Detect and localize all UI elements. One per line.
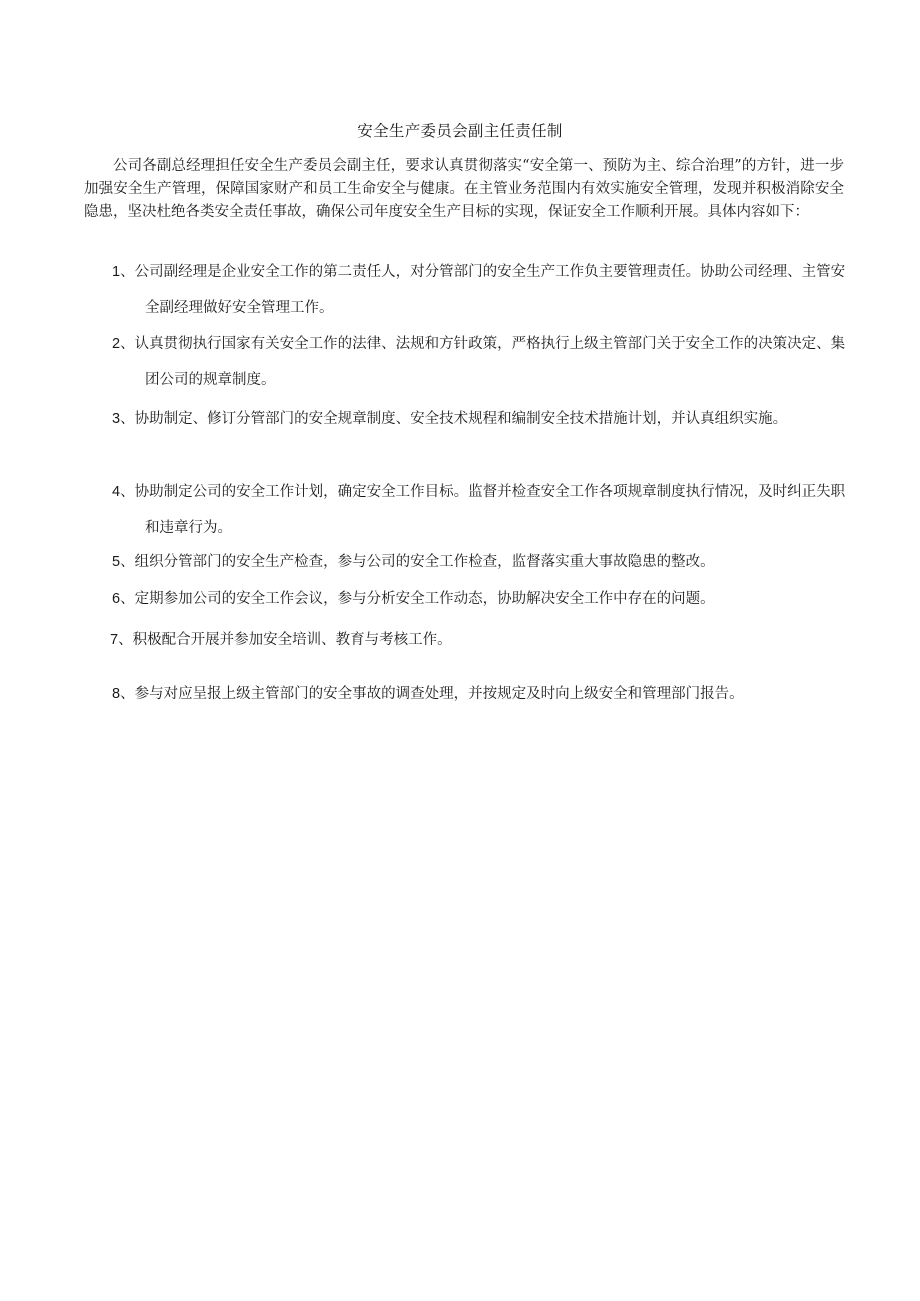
list-item-text: 协助制定、修订分管部门的安全规章制度、安全技术规程和编制安全技术措施计划，并认真组织实施。 — [134, 411, 788, 427]
list-item-4 — [112, 474, 854, 546]
list-item-3 — [112, 401, 854, 437]
list-item-text: 协助制定公司的安全工作计划，确定安全工作目标。监督并检查安全工作各项规章制度执行情况，及时纠正失职和违章行为。 — [134, 484, 846, 536]
list-item-7 — [110, 622, 852, 658]
list-item-number: 4、 — [112, 484, 135, 500]
list-item-text: 参与对应呈报上级主管部门的安全事故的调查处理，并按规定及时向上级安全和管理部门报告。 — [134, 686, 744, 702]
list-item-1 — [112, 254, 854, 326]
list-item-number: 8、 — [112, 686, 135, 702]
list-item-text: 定期参加公司的安全工作会议，参与分析安全工作动态，协助解决安全工作中存在的问题。 — [134, 591, 715, 607]
list-item-number: 3、 — [112, 411, 135, 427]
list-item-text: 积极配合开展并参加安全培训、教育与考核工作。 — [132, 632, 452, 648]
document-title: 安全生产委员会副主任责任制 — [357, 122, 563, 140]
list-item-2 — [112, 326, 854, 398]
list-item-text: 公司副经理是企业安全工作的第二责任人，对分管部门的安全生产工作负主要管理责任。协助公司经理、主管安全副经理做好安全管理工作。 — [134, 264, 846, 316]
list-item-number: 6、 — [112, 591, 135, 607]
list-item-5 — [112, 544, 854, 580]
list-item-text: 组织分管部门的安全生产检查，参与公司的安全工作检查，监督落实重大事故隐患的整改。 — [134, 554, 715, 570]
list-item-number: 1、 — [112, 264, 135, 280]
list-item-text: 认真贯彻执行国家有关安全工作的法律、法规和方针政策，严格执行上级主管部门关于安全工作的决策决定、集团公司的规章制度。 — [134, 336, 846, 388]
list-item-number: 5、 — [112, 554, 135, 570]
list-item-number: 7、 — [110, 632, 133, 648]
list-item-number: 2、 — [112, 336, 135, 352]
intro-paragraph: 公司各副总经理担任安全生产委员会副主任，要求认真贯彻落实“安全第一、预防为主、综合治理”的方针，进一步加强安全生产管理，保障国家财产和员工生命安全与健康。在主管业务范围内有效实施安全管理，发现并积极消除安全隐患，坚决杜绝各类安全责任事故，确保公司年度安全生产目标的实现，保证安全工作顺利开展。具体内容如下： — [84, 158, 844, 220]
list-item-6 — [112, 581, 854, 617]
list-item-8 — [112, 676, 872, 712]
